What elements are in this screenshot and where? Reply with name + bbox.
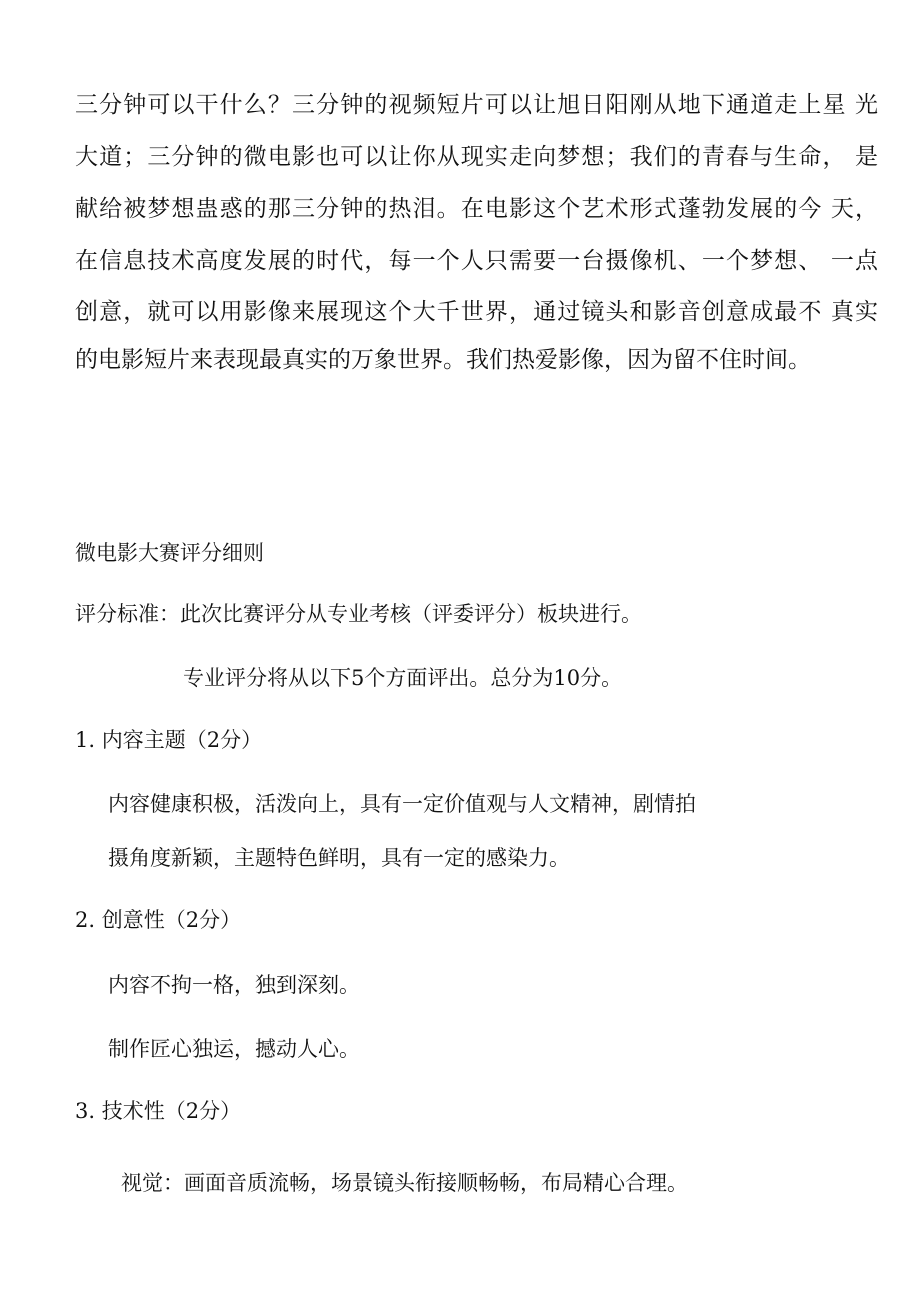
criterion-description: 摄角度新颖，主题特色鲜明，具有一定的感染力。: [108, 846, 570, 870]
scoring-standard: 评分标准：此次比赛评分从专业考核（评委评分）板块进行。: [75, 602, 642, 626]
criterion-description: 内容不拘一格，独到深刻。: [108, 973, 360, 997]
criterion-description: 视觉：画面音质流畅，场景镜头衔接顺畅畅，布局精心合理。: [121, 1171, 688, 1195]
criterion-description: 制作匠心独运，撼动人心。: [108, 1037, 360, 1061]
intro-line: 的电影短片来表现最真实的万象世界。我们热爱影像，因为留不住时间。: [75, 347, 811, 373]
intro-line: 创意，就可以用影像来展现这个大千世界，通过镜头和影音创意成最不 真实: [75, 299, 878, 325]
scoring-overview: 专业评分将从以下5个方面评出。总分为10分。: [183, 666, 623, 690]
section-title: 微电影大赛评分细则: [75, 541, 264, 565]
intro-line: 大道；三分钟的微电影也可以让你从现实走向梦想；我们的青春与生命， 是: [75, 144, 878, 170]
criterion-heading: 2. 创意性（2分）: [75, 908, 242, 932]
intro-line: 献给被梦想蛊惑的那三分钟的热泪。在电影这个艺术形式蓬勃发展的今 天，: [75, 196, 878, 222]
criterion-heading: 1. 内容主题（2分）: [75, 728, 263, 752]
intro-line: 三分钟可以干什么？三分钟的视频短片可以让旭日阳刚从地下通道走上星 光: [75, 92, 878, 118]
intro-line: 在信息技术高度发展的时代，每一个人只需要一台摄像机、一个梦想、 一点: [75, 248, 878, 274]
criterion-heading: 3. 技术性（2分）: [75, 1099, 242, 1123]
criterion-description: 内容健康积极，活泼向上，具有一定价值观与人文精神，剧情拍: [108, 792, 696, 816]
